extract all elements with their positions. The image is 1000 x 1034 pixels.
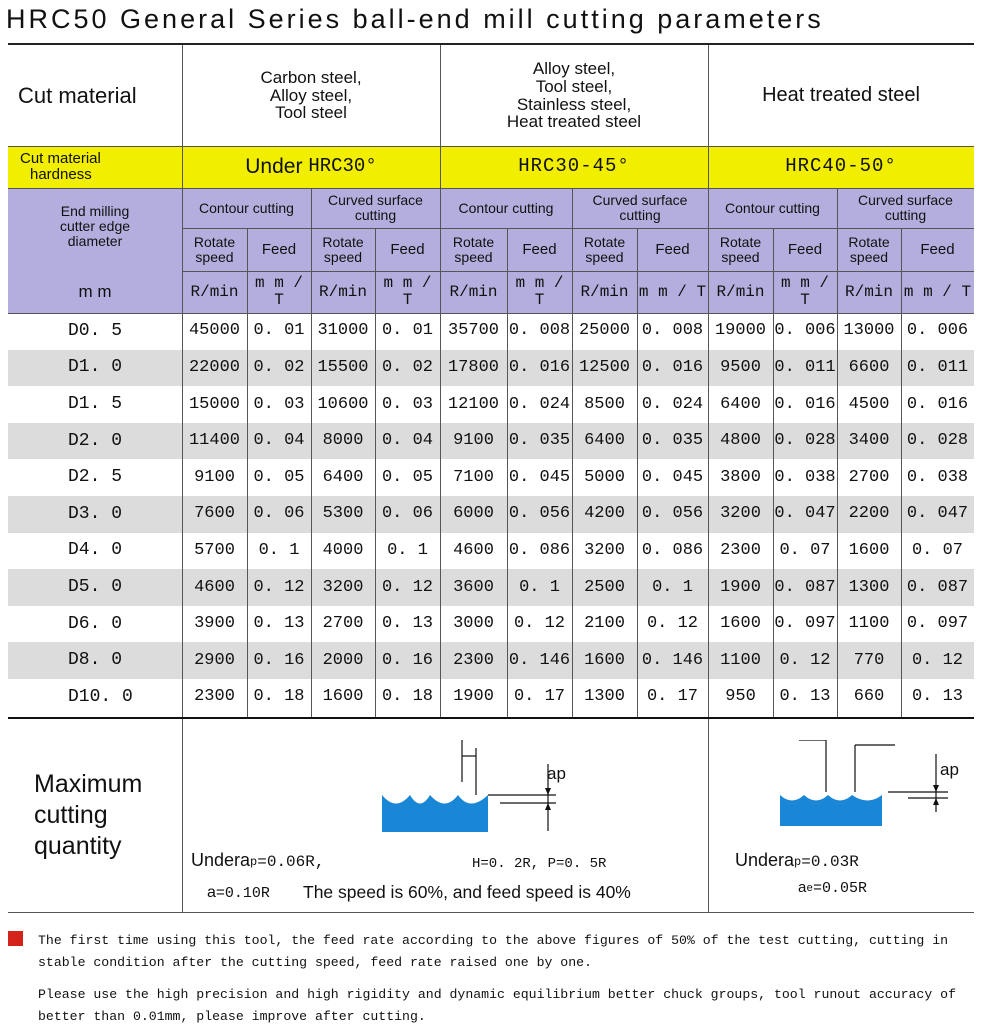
curved-surface-header bbox=[837, 188, 974, 228]
feed-value: 0. 016 bbox=[774, 394, 836, 414]
feed-value: 0. 086 bbox=[641, 540, 704, 560]
rotate-speed-value: 1100 bbox=[720, 650, 761, 670]
feed-value: 0. 024 bbox=[508, 394, 571, 414]
rotate-speed-value: 6400 bbox=[720, 394, 761, 414]
feed-value: 0. 17 bbox=[646, 687, 698, 707]
feed-value: 0. 006 bbox=[906, 321, 969, 341]
right-ae-line: ae=0.05R bbox=[798, 879, 867, 897]
diameter-cell: D1. 5 bbox=[68, 394, 123, 415]
rotate-speed-value: 5300 bbox=[322, 504, 364, 524]
unit-mm-per-tooth: m m / T bbox=[375, 271, 440, 313]
rotate-speed-value: 15000 bbox=[188, 394, 240, 414]
feed-value: 0. 12 bbox=[911, 650, 963, 670]
curved-surface-line: cutting bbox=[884, 207, 927, 223]
feed-value: 0. 038 bbox=[774, 467, 836, 487]
rotate-speed-header bbox=[311, 228, 375, 271]
feed-value: 0. 13 bbox=[381, 614, 433, 634]
unit-rmin: R/min bbox=[572, 271, 637, 313]
rotate-speed-line: Rotate bbox=[193, 233, 236, 250]
feed-value: 0. 07 bbox=[911, 540, 963, 560]
note-1: The first time using this tool, the feed rate according to the above figures of 50% of the test cutting, cutting in stable condition after the cutting speed, feed rate raised one by one. bbox=[38, 933, 949, 970]
feed-value: 0. 18 bbox=[253, 687, 305, 707]
material-group-1: Carbon steel, Alloy steel, Tool steel bbox=[260, 67, 362, 123]
rotate-speed-value: 950 bbox=[725, 687, 756, 707]
rotate-speed-line: speed bbox=[849, 248, 889, 265]
note-bullet-square bbox=[8, 931, 23, 946]
grid-line bbox=[507, 228, 508, 717]
arrow-down bbox=[545, 788, 551, 795]
rotate-speed-value: 35700 bbox=[447, 321, 499, 341]
unit-rmin: R/min bbox=[182, 271, 247, 313]
rotate-speed-value: 9100 bbox=[453, 431, 494, 451]
curved-surface-line: cutting bbox=[354, 207, 397, 223]
rotate-speed-value: 2100 bbox=[584, 614, 625, 634]
rotate-speed-value: 4000 bbox=[322, 540, 364, 560]
feed-header: Feed bbox=[637, 228, 708, 271]
unit-mm: m m bbox=[8, 271, 182, 313]
rotate-speed-value: 5000 bbox=[584, 467, 625, 487]
feed-value: 0. 06 bbox=[381, 504, 433, 524]
feed-value: 0. 146 bbox=[508, 650, 571, 670]
rotate-speed-value: 8000 bbox=[322, 431, 364, 451]
curved-surface-header bbox=[311, 188, 440, 228]
diameter-cell: D0. 5 bbox=[68, 320, 123, 341]
left-hp-line: H=0. 2R, P=0. 5R bbox=[472, 856, 607, 872]
feed-value: 0. 04 bbox=[381, 431, 433, 451]
rotate-speed-line: Rotate bbox=[322, 233, 364, 250]
grid-line bbox=[8, 146, 974, 147]
feed-value: 0. 01 bbox=[253, 321, 305, 341]
unit-rmin: R/min bbox=[708, 271, 773, 313]
diameter-cell: D2. 0 bbox=[68, 430, 123, 451]
feed-value: 0. 087 bbox=[774, 577, 836, 597]
feed-value: 0. 17 bbox=[513, 687, 565, 707]
feed-value: 0. 18 bbox=[381, 687, 433, 707]
diameter-cell: D4. 0 bbox=[68, 540, 123, 561]
feed-value: 0. 02 bbox=[381, 357, 433, 377]
feed-value: 0. 045 bbox=[508, 467, 571, 487]
rotate-speed-value: 4800 bbox=[720, 431, 761, 451]
feed-value: 0. 016 bbox=[641, 357, 704, 377]
feed-value: 0. 056 bbox=[641, 504, 704, 524]
feed-value: 0. 045 bbox=[641, 467, 704, 487]
grid-line bbox=[837, 228, 838, 717]
unit-rmin: R/min bbox=[440, 271, 507, 313]
grid-line bbox=[572, 188, 573, 228]
feed-header: Feed bbox=[375, 228, 440, 271]
feed-header: Feed bbox=[901, 228, 974, 271]
feed-value: 0. 035 bbox=[641, 431, 704, 451]
feed-value: 0. 12 bbox=[253, 577, 305, 597]
unit-mm-per-tooth: m m / T bbox=[901, 271, 974, 313]
grid-line bbox=[8, 188, 974, 189]
grid-line bbox=[708, 45, 709, 717]
arrow-up bbox=[933, 798, 939, 805]
feed-value: 0. 097 bbox=[774, 614, 836, 634]
rotate-speed-value: 6000 bbox=[453, 504, 494, 524]
feed-value: 0. 12 bbox=[646, 614, 698, 634]
diameter-cell: D2. 5 bbox=[68, 467, 123, 488]
rotate-speed-value: 2300 bbox=[453, 650, 494, 670]
curved-surface-line: Curved surface bbox=[592, 192, 688, 209]
feed-value: 0. 12 bbox=[381, 577, 433, 597]
feed-value: 0. 05 bbox=[381, 467, 433, 487]
feed-value: 0. 016 bbox=[508, 357, 571, 377]
grid-line bbox=[311, 188, 312, 228]
ball-end-cut-diagram-right bbox=[770, 740, 980, 830]
unit-mm-per-tooth: m m / T bbox=[637, 271, 708, 313]
feed-value: 0. 006 bbox=[774, 321, 836, 341]
rotate-speed-value: 2500 bbox=[584, 577, 625, 597]
unit-mm-per-tooth: m m / T bbox=[247, 271, 311, 313]
rotate-speed-value: 3200 bbox=[322, 577, 364, 597]
grid-line bbox=[182, 271, 974, 272]
curved-surface-line: Curved surface bbox=[328, 192, 423, 209]
feed-value: 0. 12 bbox=[513, 614, 565, 634]
rotate-speed-value: 9500 bbox=[720, 357, 761, 377]
ap-label-right: ap bbox=[940, 760, 959, 779]
rotate-speed-value: 5700 bbox=[194, 540, 235, 560]
rotate-speed-value: 17800 bbox=[447, 357, 499, 377]
material-group-2: Alloy steel, Tool steel, Stainless steel, Heat treated steel bbox=[506, 58, 642, 132]
feed-value: 0. 011 bbox=[774, 357, 836, 377]
arrow-up bbox=[545, 803, 551, 810]
rotate-speed-value: 1900 bbox=[720, 577, 761, 597]
feed-value: 0. 16 bbox=[381, 650, 433, 670]
feed-value: 0. 1 bbox=[258, 540, 300, 560]
feed-value: 0. 047 bbox=[906, 504, 969, 524]
note-2: Please use the high precision and high rigidity and dynamic equilibrium better chuck groups, tool runout accuracy of better than 0.01mm, please improve after cutting. bbox=[38, 987, 956, 1024]
diameter-cell: D1. 0 bbox=[68, 357, 123, 378]
max-cut-divider-right bbox=[708, 719, 709, 912]
ap-label-left: ap bbox=[547, 764, 566, 783]
rotate-speed-value: 11400 bbox=[188, 431, 240, 451]
grid-line bbox=[375, 228, 376, 717]
rotate-speed-value: 4600 bbox=[453, 540, 494, 560]
rotate-speed-value: 3900 bbox=[194, 614, 235, 634]
feed-value: 0. 011 bbox=[906, 357, 969, 377]
rotate-speed-header bbox=[182, 228, 247, 271]
rotate-speed-value: 2300 bbox=[194, 687, 235, 707]
hardness-30-45: HRC30-45° bbox=[440, 146, 708, 188]
rotate-speed-value: 45000 bbox=[188, 321, 240, 341]
left-ae-line: a=0.10R bbox=[207, 884, 270, 902]
rotate-speed-value: 2700 bbox=[322, 614, 364, 634]
rotate-speed-value: 4600 bbox=[194, 577, 235, 597]
feed-value: 0. 008 bbox=[508, 321, 571, 341]
feed-value: 0. 016 bbox=[906, 394, 969, 414]
rotate-speed-value: 1300 bbox=[848, 577, 890, 597]
rotate-speed-value: 3000 bbox=[453, 614, 494, 634]
rotate-speed-line: speed bbox=[195, 248, 234, 265]
right-ap-line: Underap=0.03R bbox=[735, 850, 859, 871]
feed-value: 0. 02 bbox=[253, 357, 305, 377]
rotate-speed-value: 6400 bbox=[584, 431, 625, 451]
rotate-speed-line: Rotate bbox=[583, 233, 626, 250]
feed-value: 0. 056 bbox=[508, 504, 571, 524]
rotate-speed-value: 2700 bbox=[848, 467, 890, 487]
rotate-speed-value: 1600 bbox=[720, 614, 761, 634]
feed-value: 0. 146 bbox=[641, 650, 704, 670]
feed-value: 0. 097 bbox=[906, 614, 969, 634]
rotate-speed-header bbox=[440, 228, 507, 271]
feed-value: 0. 1 bbox=[652, 577, 693, 597]
feed-value: 0. 13 bbox=[911, 687, 963, 707]
rotate-speed-line: speed bbox=[323, 248, 363, 265]
contour-cutting-header: Contour cutting bbox=[440, 188, 572, 228]
feed-value: 0. 1 bbox=[387, 540, 428, 560]
diameter-cell: D6. 0 bbox=[68, 613, 123, 634]
unit-rmin: R/min bbox=[311, 271, 375, 313]
unit-rmin: R/min bbox=[837, 271, 901, 313]
feed-value: 0. 024 bbox=[641, 394, 704, 414]
rotate-speed-value: 2900 bbox=[194, 650, 235, 670]
cut-material-label: Cut material bbox=[18, 82, 137, 108]
rotate-speed-line: speed bbox=[454, 248, 493, 265]
rotate-speed-value: 8500 bbox=[584, 394, 625, 414]
feed-value: 0. 03 bbox=[253, 394, 305, 414]
grid-line bbox=[440, 45, 441, 717]
rotate-speed-value: 19000 bbox=[714, 321, 766, 341]
curved-surface-line: cutting bbox=[619, 207, 661, 223]
feed-value: 0. 028 bbox=[774, 431, 836, 451]
grid-line bbox=[8, 313, 974, 314]
rotate-speed-header bbox=[572, 228, 637, 271]
rotate-speed-value: 3600 bbox=[453, 577, 494, 597]
hardness-label: Cut material hardness bbox=[8, 146, 182, 188]
feed-value: 0. 07 bbox=[779, 540, 831, 560]
cut-profile-left bbox=[382, 795, 488, 832]
feed-value: 0. 047 bbox=[774, 504, 836, 524]
rotate-speed-line: speed bbox=[721, 248, 760, 265]
feed-value: 0. 028 bbox=[906, 431, 969, 451]
grid-line bbox=[572, 228, 573, 717]
rotate-speed-value: 1100 bbox=[848, 614, 890, 634]
feed-value: 0. 04 bbox=[253, 431, 305, 451]
rotate-speed-value: 31000 bbox=[317, 321, 369, 341]
feed-value: 0. 13 bbox=[779, 687, 831, 707]
rotate-speed-line: Rotate bbox=[452, 233, 495, 250]
unit-mm-per-tooth: m m / T bbox=[507, 271, 572, 313]
rotate-speed-value: 6400 bbox=[322, 467, 364, 487]
rotate-speed-value: 25000 bbox=[578, 321, 630, 341]
rotate-speed-line: speed bbox=[585, 248, 624, 265]
feed-value: 0. 086 bbox=[508, 540, 571, 560]
left-speed-line: The speed is 60%, and feed speed is 40% bbox=[303, 882, 631, 902]
unit-mm-per-tooth: m m / T bbox=[773, 271, 837, 313]
feed-value: 0. 13 bbox=[253, 614, 305, 634]
feed-header: Feed bbox=[247, 228, 311, 271]
left-ap-line: Underap=0.06R, bbox=[191, 850, 325, 871]
rotate-speed-value: 9100 bbox=[194, 467, 235, 487]
feed-value: 0. 06 bbox=[253, 504, 305, 524]
hardness-40-50: HRC40-50° bbox=[708, 146, 974, 188]
curved-surface-line: Curved surface bbox=[858, 192, 953, 209]
rotate-speed-value: 7600 bbox=[194, 504, 235, 524]
diameter-label: End milling cutter edge diameter bbox=[8, 188, 182, 271]
rotate-speed-value: 10600 bbox=[317, 394, 369, 414]
rotate-speed-value: 1600 bbox=[584, 650, 625, 670]
max-cut-label: Maximum cutting quantity bbox=[34, 769, 143, 861]
feed-value: 0. 035 bbox=[508, 431, 571, 451]
rotate-speed-value: 1600 bbox=[322, 687, 364, 707]
rotate-speed-value: 22000 bbox=[188, 357, 240, 377]
feed-header: Feed bbox=[773, 228, 837, 271]
rotate-speed-line: Rotate bbox=[719, 233, 762, 250]
contour-cutting-header: Contour cutting bbox=[708, 188, 837, 228]
rotate-speed-value: 2200 bbox=[848, 504, 890, 524]
hardness-under-30: Under HRC30° bbox=[182, 146, 440, 188]
rotate-speed-value: 7100 bbox=[453, 467, 494, 487]
rotate-speed-value: 3800 bbox=[720, 467, 761, 487]
rotate-speed-value: 660 bbox=[853, 687, 885, 707]
feed-header: Feed bbox=[507, 228, 572, 271]
grid-line bbox=[637, 228, 638, 717]
rotate-speed-line: Rotate bbox=[848, 233, 890, 250]
rotate-speed-value: 2000 bbox=[322, 650, 364, 670]
curved-surface-header bbox=[572, 188, 708, 228]
rotate-speed-value: 4500 bbox=[848, 394, 890, 414]
rotate-speed-value: 3200 bbox=[584, 540, 625, 560]
diameter-cell: D5. 0 bbox=[68, 577, 123, 598]
feed-value: 0. 038 bbox=[906, 467, 969, 487]
diameter-cell: D8. 0 bbox=[68, 650, 123, 671]
grid-line bbox=[837, 188, 838, 228]
arrow-down bbox=[933, 785, 939, 792]
feed-value: 0. 1 bbox=[519, 577, 560, 597]
rotate-speed-value: 6600 bbox=[848, 357, 890, 377]
rotate-speed-value: 1600 bbox=[848, 540, 890, 560]
rotate-speed-value: 15500 bbox=[317, 357, 369, 377]
ball-end-cut-diagram-left bbox=[370, 738, 585, 838]
diameter-cell: D10. 0 bbox=[68, 686, 133, 707]
page-title: HRC50 General Series ball-end mill cutting parameters bbox=[6, 4, 824, 34]
feed-value: 0. 03 bbox=[381, 394, 433, 414]
rotate-speed-header bbox=[708, 228, 773, 271]
rotate-speed-value: 12500 bbox=[578, 357, 630, 377]
feed-value: 0. 12 bbox=[779, 650, 831, 670]
grid-line bbox=[247, 228, 248, 717]
grid-line bbox=[773, 228, 774, 717]
rotate-speed-value: 770 bbox=[853, 650, 885, 670]
grid-line bbox=[182, 45, 183, 717]
rotate-speed-value: 3200 bbox=[720, 504, 761, 524]
feed-value: 0. 01 bbox=[381, 321, 433, 341]
grid-line bbox=[311, 228, 312, 717]
rotate-speed-value: 3400 bbox=[848, 431, 890, 451]
contour-cutting-header: Contour cutting bbox=[182, 188, 311, 228]
rotate-speed-value: 12100 bbox=[447, 394, 499, 414]
rotate-speed-header bbox=[837, 228, 901, 271]
feed-value: 0. 05 bbox=[253, 467, 305, 487]
max-cut-bottom-rule bbox=[8, 912, 974, 913]
rotate-speed-value: 1900 bbox=[453, 687, 494, 707]
feed-value: 0. 16 bbox=[253, 650, 305, 670]
cut-profile-right bbox=[780, 795, 882, 826]
grid-line bbox=[901, 228, 902, 717]
max-cut-divider-left bbox=[182, 719, 183, 912]
material-group-3: Heat treated steel bbox=[762, 84, 920, 106]
feed-value: 0. 087 bbox=[906, 577, 969, 597]
rotate-speed-value: 2300 bbox=[720, 540, 761, 560]
rotate-speed-value: 1300 bbox=[584, 687, 625, 707]
rotate-speed-value: 4200 bbox=[584, 504, 625, 524]
feed-value: 0. 008 bbox=[641, 321, 704, 341]
grid-line bbox=[182, 228, 974, 229]
diameter-cell: D3. 0 bbox=[68, 503, 123, 524]
rotate-speed-value: 13000 bbox=[843, 321, 895, 341]
